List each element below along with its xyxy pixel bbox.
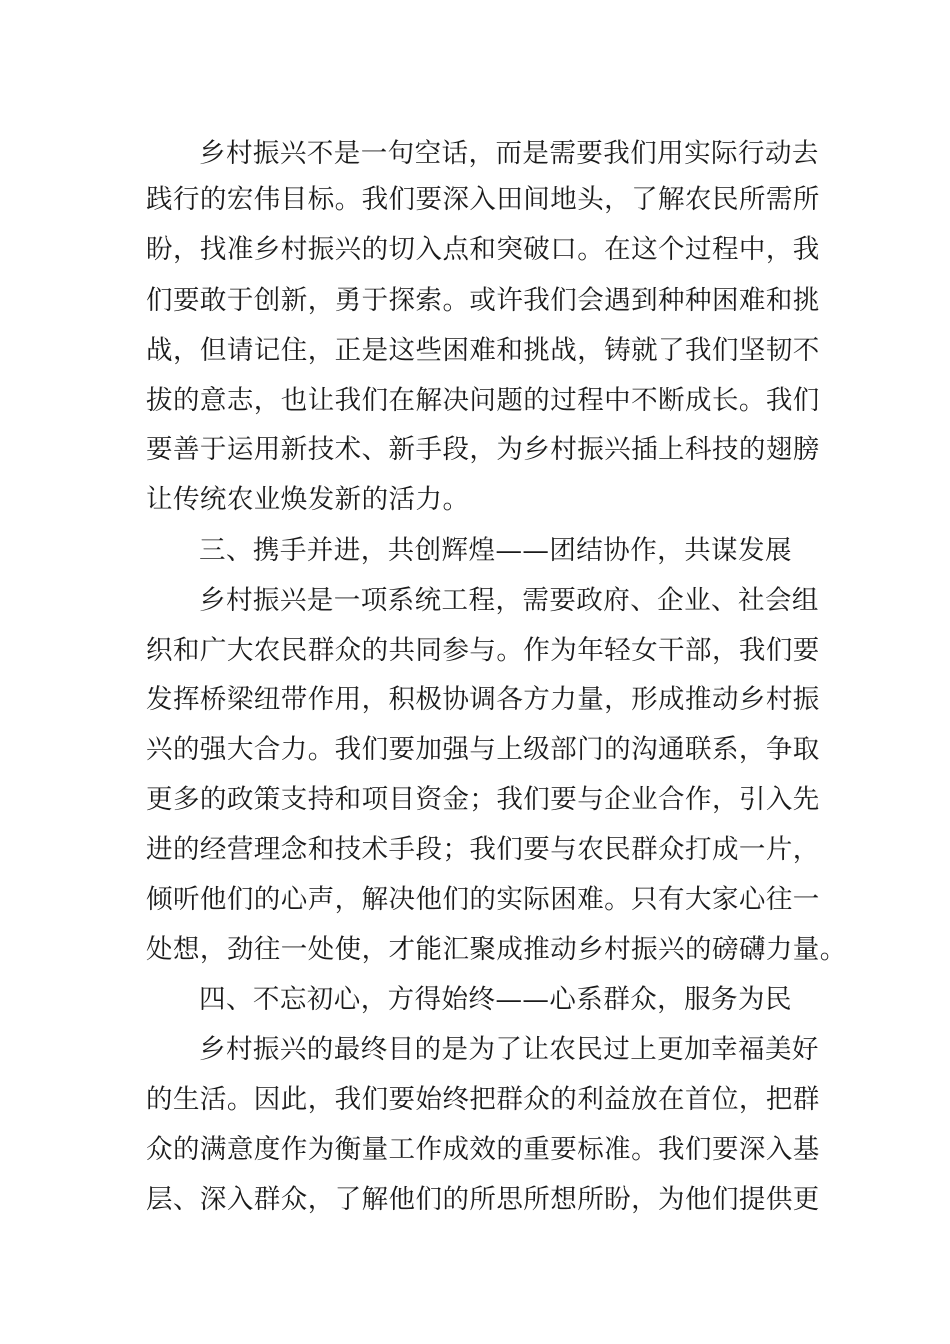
paragraph-2-line-1: 乡村振兴是一项系统工程，需要政府、企业、社会组 bbox=[199, 585, 819, 616]
paragraph-2-line-2: 织和广大农民群众的共同参与。作为年轻女干部，我们要 bbox=[146, 635, 820, 666]
paragraph-2-line-6: 进的经营理念和技术手段；我们要与农民群众打成一片， bbox=[146, 834, 820, 865]
paragraph-1-line-2: 践行的宏伟目标。我们要深入田间地头，了解农民所需所 bbox=[146, 184, 820, 215]
paragraph-1-line-4: 们要敢于创新，勇于探索。或许我们会遇到种种困难和挑 bbox=[146, 285, 820, 316]
paragraph-3-line-3: 众的满意度作为衡量工作成效的重要标准。我们要深入基 bbox=[146, 1134, 820, 1165]
paragraph-2-line-5: 更多的政策支持和项目资金；我们要与企业合作，引入先 bbox=[146, 784, 820, 815]
paragraph-1-line-1: 乡村振兴不是一句空话，而是需要我们用实际行动去 bbox=[199, 138, 819, 169]
paragraph-1-line-3: 盼，找准乡村振兴的切入点和突破口。在这个过程中，我 bbox=[146, 234, 820, 265]
paragraph-3-line-4: 层、深入群众，了解他们的所思所想所盼，为他们提供更 bbox=[146, 1184, 820, 1215]
paragraph-2-line-8: 处想，劲往一处使，才能汇聚成推动乡村振兴的磅礴力量。 bbox=[146, 934, 847, 965]
paragraph-3-line-1: 乡村振兴的最终目的是为了让农民过上更加幸福美好 bbox=[199, 1034, 819, 1065]
paragraph-2-line-7: 倾听他们的心声，解决他们的实际困难。只有大家心往一 bbox=[146, 884, 820, 915]
section-heading-3: 三、携手并进，共创辉煌——团结协作，共谋发展 bbox=[199, 535, 792, 566]
paragraph-1-line-5: 战，但请记住，正是这些困难和挑战，铸就了我们坚韧不 bbox=[146, 335, 820, 366]
section-heading-4: 四、不忘初心，方得始终——心系群众，服务为民 bbox=[199, 984, 792, 1015]
paragraph-1-line-6: 拔的意志，也让我们在解决问题的过程中不断成长。我们 bbox=[146, 385, 820, 416]
paragraph-2-line-4: 兴的强大合力。我们要加强与上级部门的沟通联系，争取 bbox=[146, 734, 820, 765]
paragraph-3-line-2: 的生活。因此，我们要始终把群众的利益放在首位，把群 bbox=[146, 1084, 820, 1115]
paragraph-1-line-7: 要善于运用新技术、新手段，为乡村振兴插上科技的翅膀 bbox=[146, 434, 820, 465]
paragraph-1-line-8: 让传统农业焕发新的活力。 bbox=[146, 484, 470, 515]
paragraph-2-line-3: 发挥桥梁纽带作用，积极协调各方力量，形成推动乡村振 bbox=[146, 684, 820, 715]
